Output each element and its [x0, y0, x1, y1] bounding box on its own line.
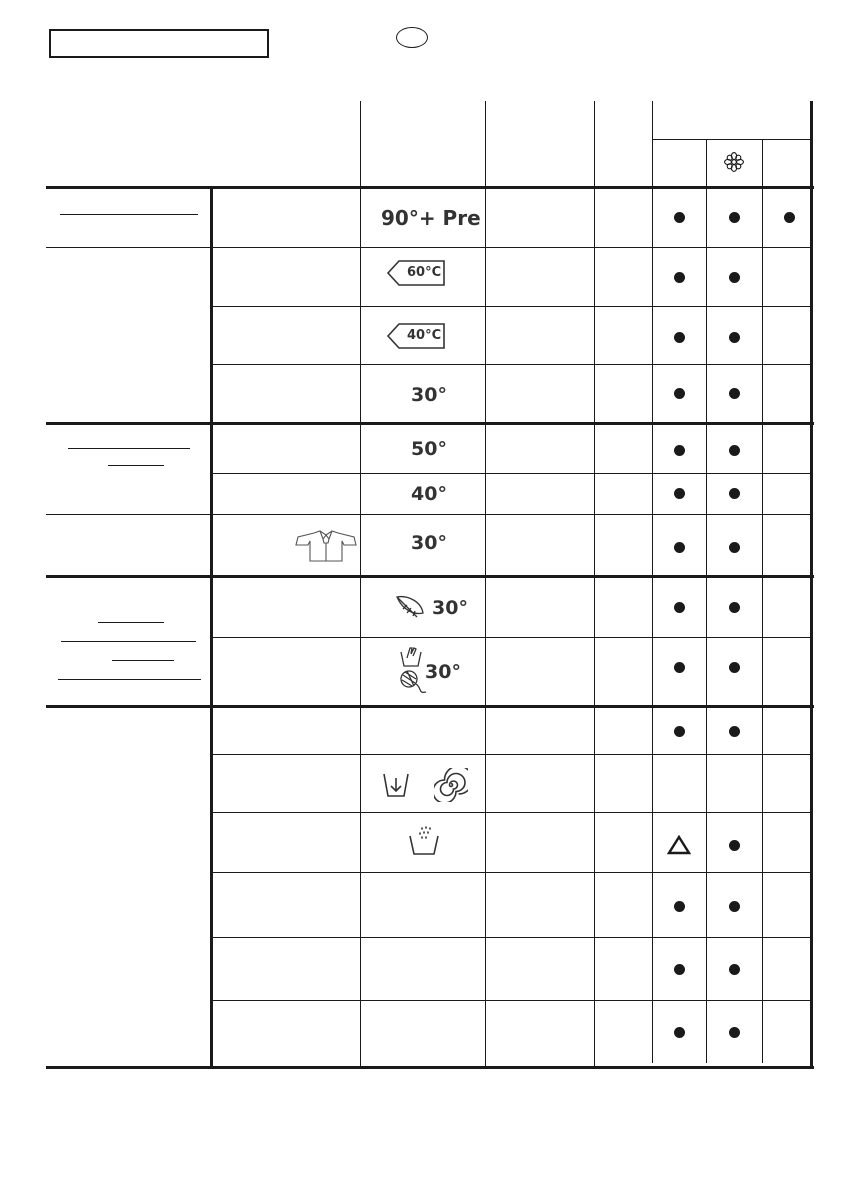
drain-icon [382, 770, 410, 802]
option-dot [729, 901, 740, 912]
option-dot [784, 212, 795, 223]
option-dot [729, 542, 740, 553]
option-dot [729, 662, 740, 673]
symbol-30-r4: 30° [411, 384, 447, 406]
symbol-30-wool: 30° [425, 661, 461, 683]
flower-icon [723, 151, 745, 173]
symbol-30-r7: 30° [411, 532, 447, 554]
symbol-50: 50° [411, 438, 447, 460]
option-dot [674, 901, 685, 912]
option-dot [729, 488, 740, 499]
option-dot [729, 332, 740, 343]
option-dot [674, 488, 685, 499]
language-badge [396, 27, 428, 48]
option-dot [674, 332, 685, 343]
option-dot [674, 726, 685, 737]
option-dot [674, 1027, 685, 1038]
symbol-40: 40° [411, 483, 447, 505]
triangle-icon [667, 835, 691, 855]
symbol-40c: 40°C [407, 328, 442, 343]
option-dot [729, 1027, 740, 1038]
hand-wash-icon [398, 644, 424, 668]
symbol-30-delicate: 30° [432, 597, 468, 619]
option-dot [729, 964, 740, 975]
option-dot [674, 445, 685, 456]
symbol-90-pre: 90°+ Pre [381, 206, 481, 230]
spin-icon [434, 768, 468, 802]
feather-icon [393, 593, 427, 623]
option-dot [729, 840, 740, 851]
option-dot [729, 445, 740, 456]
option-dot [729, 272, 740, 283]
option-dot [674, 388, 685, 399]
header-label-box [49, 29, 269, 58]
option-dot [729, 388, 740, 399]
option-dot [729, 602, 740, 613]
option-dot [729, 212, 740, 223]
option-dot [674, 212, 685, 223]
option-dot [674, 272, 685, 283]
option-dot [674, 662, 685, 673]
option-dot [674, 602, 685, 613]
option-dot [674, 542, 685, 553]
option-dot [729, 726, 740, 737]
shirt-icon [294, 529, 358, 563]
option-dot [674, 964, 685, 975]
symbol-60c: 60°C [407, 265, 442, 280]
wool-ball-icon [398, 668, 428, 696]
rinse-icon [408, 824, 440, 856]
